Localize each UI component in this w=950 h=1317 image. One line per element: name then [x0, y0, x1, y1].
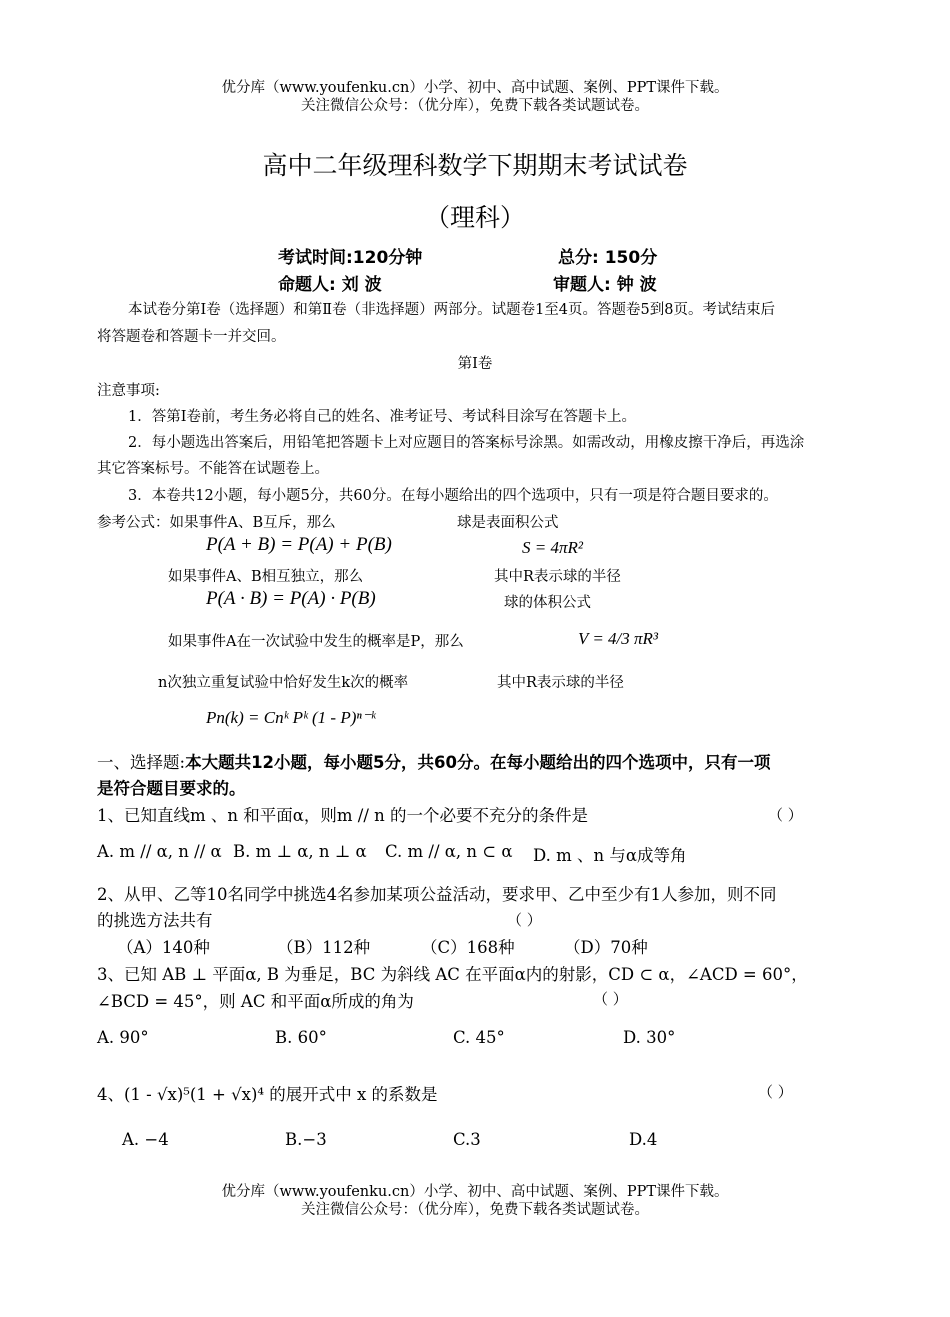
q3-stem-2: ∠BCD = 45°，则 AC 和平面α所成的角为 — [97, 992, 414, 1011]
q4-option-b: B.−3 — [285, 1130, 327, 1149]
page-subtitle: （理科） — [424, 203, 525, 232]
q1-option-a: A. m // α, n // α — [97, 842, 222, 861]
q4-answer-blank: （ ） — [758, 1083, 793, 1101]
formula-product: P(A · B) = P(A) · P(B) — [206, 588, 376, 609]
note-3: 3．本卷共12小题，每小题5分，共60分。在每小题给出的四个选项中，只有一项是符合题目要求的。 — [128, 488, 778, 504]
q4-stem: 4、(1 - √x)⁵(1 + √x)⁴ 的展开式中 x 的系数是 — [97, 1085, 438, 1104]
intro-line-2: 将答题卷和答题卡一并交回。 — [97, 329, 286, 345]
q1-stem: 1、已知直线m 、n 和平面α，则m // n 的一个必要不充分的条件是 — [97, 806, 589, 825]
q2-option-d: （D）70种 — [564, 938, 648, 957]
section-lead: 一、选择题: — [97, 753, 186, 772]
q3-option-c: C. 45° — [453, 1028, 505, 1047]
q2-stem-1: 2、从甲、乙等10名同学中挑选4名参加某项公益活动，要求甲、乙中至少有1人参加，则不同 — [97, 885, 777, 904]
sphere-area-label: 球是表面积公式 — [457, 515, 559, 531]
q3-option-d: D. 30° — [623, 1028, 676, 1047]
binomial-label: n次独立重复试验中恰好发生k次的概率 — [158, 675, 409, 691]
formula-binomial: Pn(k) = Cnᵏ Pᵏ (1 - P)ⁿ⁻ᵏ — [206, 708, 376, 727]
independent-label: 如果事件A、B相互独立，那么 — [168, 569, 364, 585]
exam-time: 考试时间:120分钟 — [278, 248, 423, 268]
page-title: 高中二年级理科数学下期期末考试试卷 — [262, 151, 688, 180]
q2-option-b: （B）112种 — [277, 938, 371, 957]
intro-line-1: 本试卷分第Ⅰ卷（选择题）和第Ⅱ卷（非选择题）两部分。试题卷1至4页。答题卷5到8页。考试结束后 — [128, 302, 775, 318]
q4-option-d: D.4 — [629, 1130, 658, 1149]
radius-label-1: 其中R表示球的半径 — [494, 569, 621, 585]
note-1: 1．答第Ⅰ卷前，考生务必将自己的姓名、准考证号、考试科目涂写在答题卡上。 — [128, 409, 636, 425]
formula-union: P(A + B) = P(A) + P(B) — [206, 534, 392, 555]
q1-option-b: B. m ⊥ α, n ⊥ α — [233, 842, 367, 861]
header-line-2: 关注微信公众号：（优分库），免费下载各类试题试卷。 — [301, 98, 649, 114]
probability-label: 如果事件A在一次试验中发生的概率是P，那么 — [168, 634, 464, 650]
section-heading — [97, 749, 770, 773]
q3-option-a: A. 90° — [97, 1028, 149, 1047]
exam-reviewer: 审题人: 钟 波 — [553, 275, 657, 295]
footer-line-1: 优分库（www.youfenku.cn）小学、初中、高中试题、案例、PPT课件下载。 — [221, 1184, 729, 1200]
formula-sphere-volume: V = 4/3 πR³ — [578, 629, 659, 648]
notes-heading: 注意事项: — [97, 383, 160, 399]
header-line-1: 优分库（www.youfenku.cn）小学、初中、高中试题、案例、PPT课件下载。 — [221, 80, 729, 96]
volume-heading: 第Ⅰ卷 — [457, 356, 493, 372]
footer-line-2: 关注微信公众号：（优分库），免费下载各类试题试卷。 — [301, 1202, 649, 1218]
q4-option-c: C.3 — [453, 1130, 481, 1149]
q2-option-a: （A）140种 — [117, 938, 210, 957]
exam-total: 总分: 150分 — [558, 248, 658, 268]
section-instructions-1: 本大题共12小题，每小题5分，共60分。在每小题给出的四个选项中，只有一项 — [185, 753, 771, 772]
formula-ref-label: 参考公式：如果事件A、B互斥，那么 — [97, 515, 336, 531]
sphere-volume-label: 球的体积公式 — [504, 595, 591, 611]
q3-answer-blank: （ ） — [593, 990, 628, 1008]
q1-option-d: D. m 、n 与α成等角 — [533, 846, 687, 865]
section-instructions-2: 是符合题目要求的。 — [97, 779, 246, 798]
q4-option-a: A. −4 — [122, 1130, 169, 1149]
exam-author: 命题人: 刘 波 — [278, 275, 382, 295]
q2-option-c: （C）168种 — [421, 938, 515, 957]
formula-sphere-area: S = 4πR² — [522, 538, 583, 557]
radius-label-2: 其中R表示球的半径 — [497, 675, 624, 691]
q3-option-b: B. 60° — [275, 1028, 327, 1047]
note-2b: 其它答案标号。不能答在试题卷上。 — [97, 461, 329, 477]
note-2a: 2．每小题选出答案后，用铅笔把答题卡上对应题目的答案标号涂黑。如需改动，用橡皮擦干净后，再选涂 — [128, 435, 805, 451]
q2-stem-2: 的挑选方法共有 — [97, 911, 213, 930]
q1-option-c: C. m // α, n ⊂ α — [385, 842, 513, 861]
q1-answer-blank: （ ） — [768, 806, 803, 824]
q3-stem-1: 3、已知 AB ⊥ 平面α, B 为垂足，BC 为斜线 AC 在平面α内的射影，CD ⊂ α，∠ACD = 60°， — [97, 965, 808, 984]
q2-answer-blank: （ ） — [507, 911, 542, 929]
